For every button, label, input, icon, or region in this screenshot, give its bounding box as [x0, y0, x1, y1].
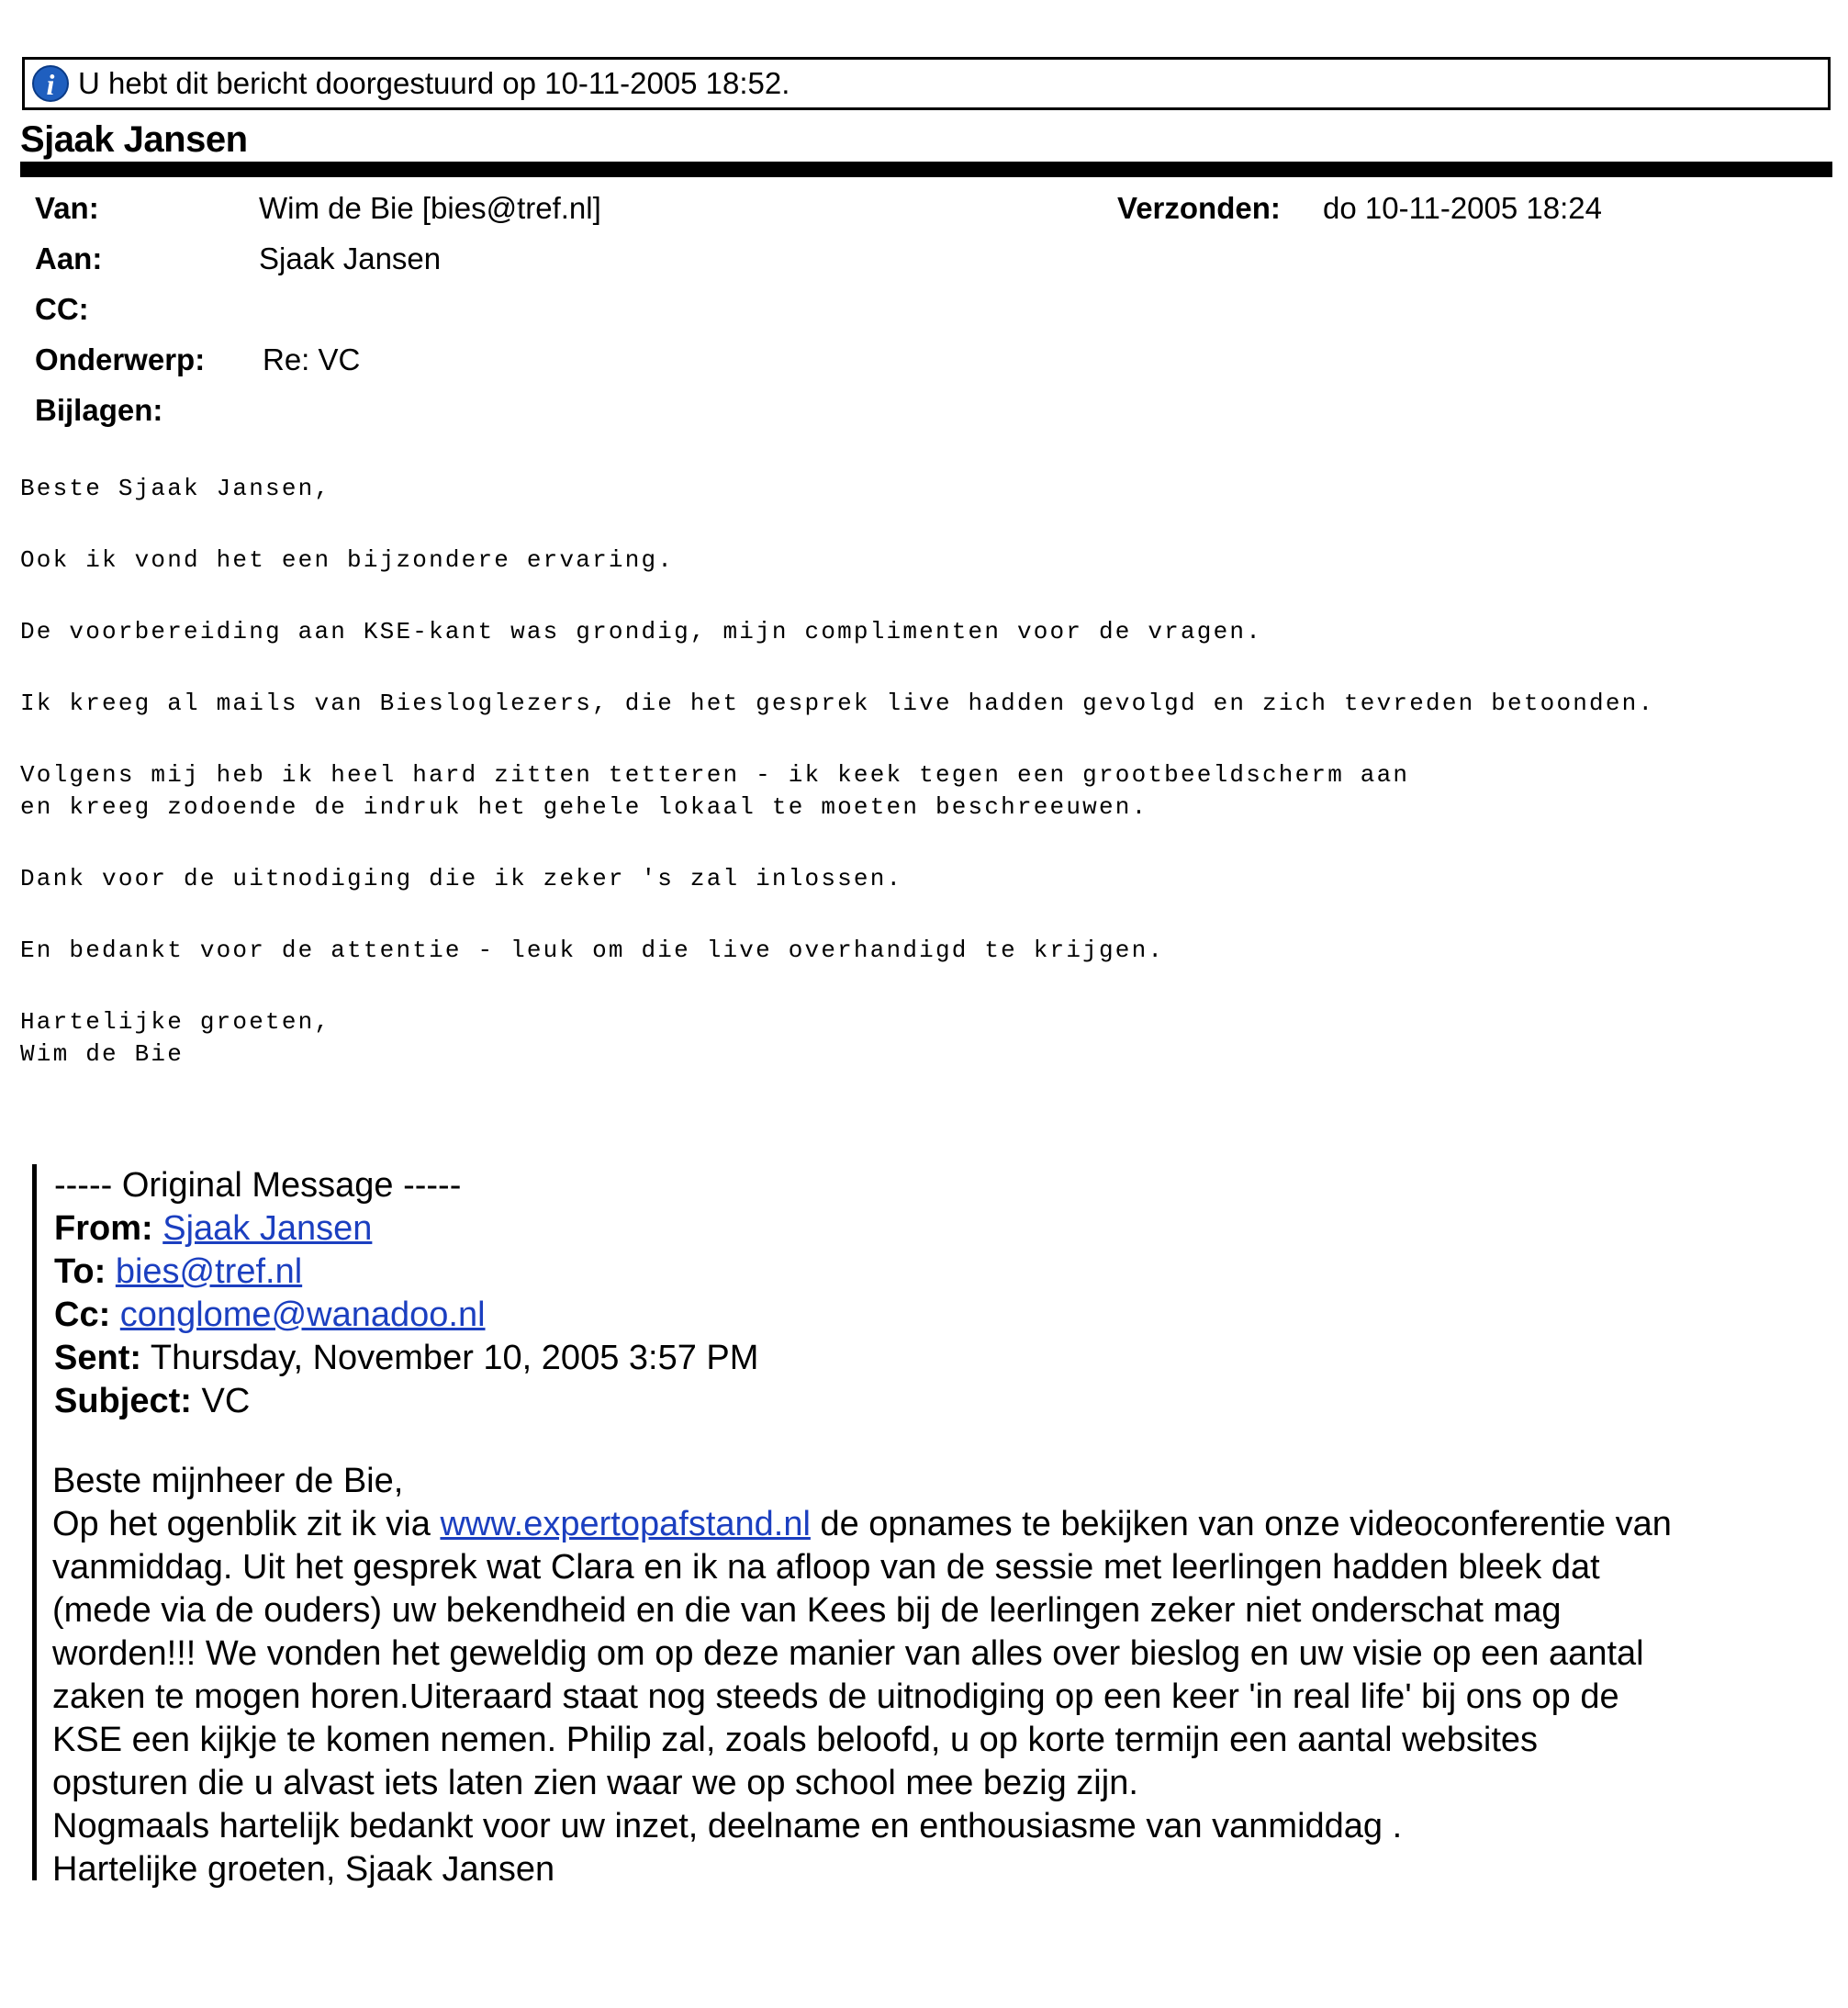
- reply-line: en kreeg zodoende de indruk het gehele lokaal te moeten beschreeuwen.: [20, 793, 1148, 821]
- sent-value: Thursday, November 10, 2005 3:57 PM: [150, 1339, 759, 1377]
- original-body-line: opsturen die u alvast iets laten zien waar we op school mee bezig zijn.: [52, 1764, 1138, 1802]
- original-body-line: worden!!! We vonden het geweldig om op deze manier van alles over bieslog en uw visie op een aantal: [52, 1634, 1644, 1673]
- to-link[interactable]: bies@tref.nl: [115, 1252, 303, 1291]
- from-link[interactable]: Sjaak Jansen: [162, 1209, 373, 1248]
- reply-line: Ook ik vond het een bijzondere ervaring.: [20, 546, 675, 574]
- verzonden-value: do 10-11-2005 18:24: [1323, 191, 1602, 225]
- original-signature: Hartelijke groeten, Sjaak Jansen: [52, 1850, 555, 1889]
- reply-line: Beste Sjaak Jansen,: [20, 475, 331, 502]
- subject-label: Subject:: [54, 1382, 192, 1420]
- body-text: de opnames te bekijken van onze videoconferentie van: [820, 1505, 1672, 1543]
- cc-link[interactable]: conglome@wanadoo.nl: [119, 1296, 486, 1334]
- aan-value: Sjaak Jansen: [259, 241, 442, 275]
- reply-line: Dank voor de uitnodiging die ik zeker 's zal inlossen.: [20, 865, 903, 892]
- original-body-line: KSE een kijkje te komen nemen. Philip zal, zoals beloofd, u op korte termijn een aantal websites: [52, 1721, 1539, 1759]
- original-body-line: (mede via de ouders) uw bekendheid en die van Kees bij de leerlingen zeker niet onderschat mag: [52, 1591, 1562, 1630]
- onderwerp-value: Re: VC: [263, 342, 361, 376]
- subject-row: [54, 1382, 250, 1421]
- verzonden-label: Verzonden:: [1117, 191, 1281, 225]
- sent-row: [54, 1339, 758, 1378]
- original-body-line: [52, 1505, 1672, 1544]
- info-icon: i: [32, 65, 69, 102]
- sender-heading: Sjaak Jansen: [20, 119, 248, 160]
- header-divider: [20, 162, 1832, 177]
- forward-notice-text: U hebt dit bericht doorgestuurd op 10-11-2005 18:52.: [78, 66, 790, 100]
- original-body-line: vanmiddag. Uit het gesprek wat Clara en ik na afloop van de sessie met leerlingen hadden bleek dat: [52, 1548, 1600, 1587]
- to-row: [54, 1252, 302, 1292]
- to-label: To:: [54, 1252, 106, 1291]
- bijlagen-label: Bijlagen:: [35, 393, 163, 427]
- reply-line: Ik kreeg al mails van Biesloglezers, die het gesprek live hadden gevolgd en zich tevreden betoonden.: [20, 690, 1655, 717]
- cc-row: [54, 1296, 486, 1335]
- cc-label: CC:: [35, 292, 89, 326]
- van-label: Van:: [35, 191, 99, 225]
- original-body-line: zaken te mogen horen.Uiteraard staat nog steeds de uitnodiging op een keer 'in real life' bij ons op de: [52, 1677, 1619, 1716]
- onderwerp-label: Onderwerp:: [35, 342, 206, 376]
- from-label: From:: [54, 1209, 153, 1248]
- subject-value: VC: [201, 1382, 251, 1420]
- sent-label: Sent:: [54, 1339, 141, 1377]
- reply-line: En bedankt voor de attentie - leuk om die live overhandigd te krijgen.: [20, 937, 1165, 964]
- reply-line: De voorbereiding aan KSE-kant was grondig, mijn complimenten voor de vragen.: [20, 618, 1262, 645]
- quote-bar: [32, 1164, 37, 1880]
- forward-notice-bar: [22, 57, 1831, 110]
- aan-label: Aan:: [35, 241, 103, 275]
- original-body-line: Nogmaals hartelijk bedankt voor uw inzet, deelname en enthousiasme van vanmiddag .: [52, 1807, 1403, 1845]
- body-text: Op het ogenblik zit ik via: [52, 1505, 431, 1543]
- van-value: Wim de Bie [bies@tref.nl]: [259, 191, 601, 225]
- original-message-divider: ----- Original Message -----: [54, 1166, 462, 1205]
- reply-line: Volgens mij heb ik heel hard zitten tetteren - ik keek tegen een grootbeeldscherm aan: [20, 761, 1410, 789]
- reply-line: Hartelijke groeten,: [20, 1008, 331, 1036]
- from-row: [54, 1209, 372, 1249]
- reply-signature: Wim de Bie: [20, 1040, 185, 1068]
- cc-label-original: Cc:: [54, 1296, 111, 1334]
- original-greeting: Beste mijnheer de Bie,: [52, 1462, 404, 1500]
- website-link[interactable]: www.expertopafstand.nl: [440, 1505, 811, 1543]
